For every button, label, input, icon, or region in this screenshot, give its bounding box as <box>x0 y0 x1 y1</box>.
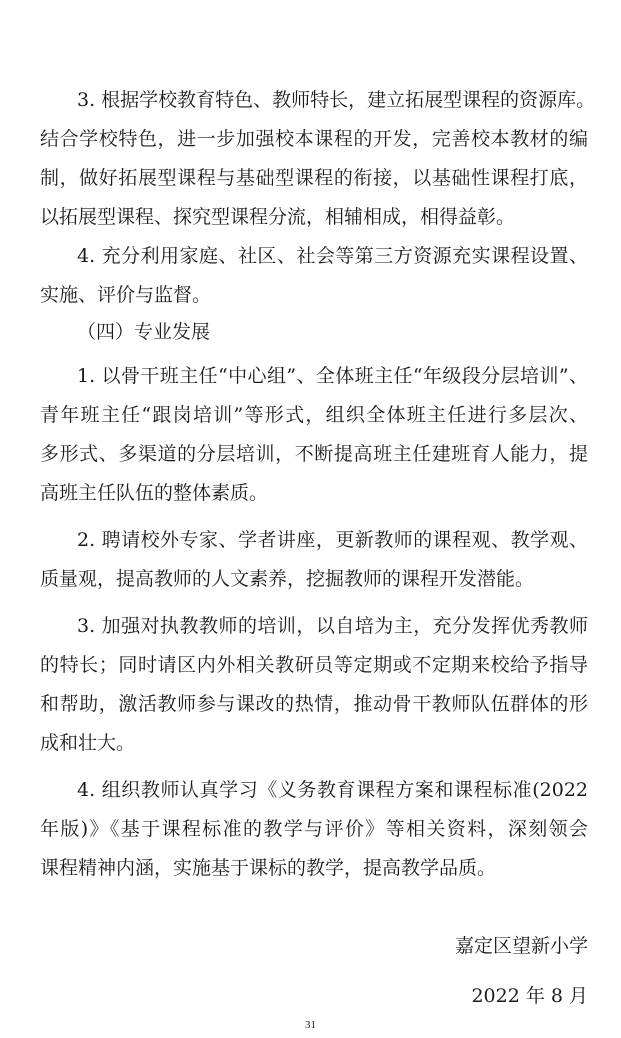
dev-item-4-line-2: 年版)》《基于课程标准的教学与评价》等相关资料，深刻领会 <box>40 818 588 840</box>
page-number: 31 <box>305 1019 316 1031</box>
dev-item-1-line-3: 多形式、多渠道的分层培训，不断提高班主任建班育人能力，提 <box>40 443 588 465</box>
dev-item-2-line-2: 质量观，提高教师的人文素养，挖掘教师的课程开发潜能。 <box>40 568 535 590</box>
paragraph-3-line-1: 3. 根据学校教育特色、教师特长，建立拓展型课程的资源库。 <box>77 89 596 111</box>
dev-item-1-line-4: 高班主任队伍的整体素质。 <box>40 482 269 504</box>
dev-item-3-line-1: 3. 加强对执教教师的培训，以自培为主，充分发挥优秀教师 <box>77 615 588 637</box>
signature-date: 2022 年 8 月 <box>471 985 588 1007</box>
dev-item-4-line-1: 4. 组织教师认真学习《义务教育课程方案和课程标准(2022 <box>77 779 588 801</box>
dev-item-3-line-3: 和帮助，激活教师参与课改的热情，推动骨干教师队伍群体的形 <box>40 693 588 715</box>
dev-item-1-line-1: 1. 以骨干班主任“中心组”、全体班主任“年级段分层培训”、 <box>77 365 588 387</box>
dev-item-3-line-2: 的特长；同时请区内外相关教研员等定期或不定期来校给予指导 <box>40 654 588 676</box>
paragraph-3-line-4: 以拓展型课程、探究型课程分流，相辅相成，相得益彰。 <box>40 206 516 228</box>
paragraph-4-line-1: 4. 充分利用家庭、社区、社会等第三方资源充实课程设置、 <box>77 245 588 267</box>
dev-item-2-line-1: 2. 聘请校外专家、学者讲座，更新教师的课程观、教学观、 <box>77 529 588 551</box>
dev-item-4-line-3: 课程精神内涵，实施基于课标的教学，提高教学品质。 <box>40 857 497 879</box>
paragraph-4-line-2: 实施、评价与监督。 <box>40 284 212 306</box>
paragraph-3-line-2: 结合学校特色，进一步加强校本课程的开发，完善校本教材的编 <box>40 128 588 150</box>
dev-item-3-line-4: 成和壮大。 <box>40 732 136 754</box>
dev-item-1-line-2: 青年班主任“跟岗培训”等形式，组织全体班主任进行多层次、 <box>40 404 588 426</box>
paragraph-3-line-3: 制，做好拓展型课程与基础型课程的衔接，以基础性课程打底， <box>40 167 588 189</box>
signature-school: 嘉定区望新小学 <box>454 935 588 957</box>
section-heading: （四）专业发展 <box>77 321 211 343</box>
